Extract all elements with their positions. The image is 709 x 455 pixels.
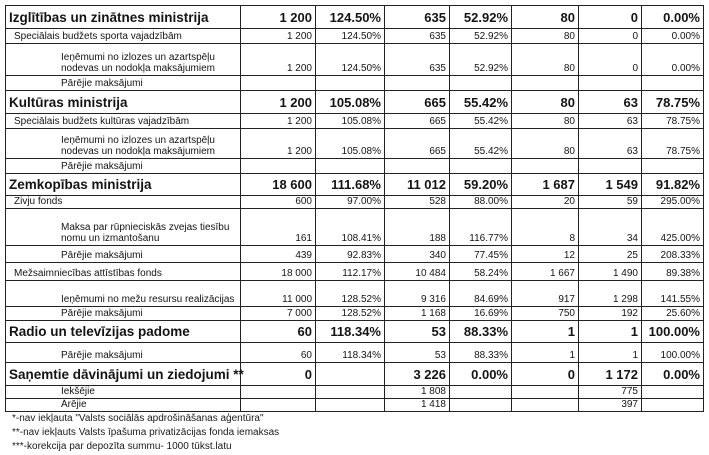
value-cell-3: 528 [385, 196, 450, 209]
value-cell-5: 80 [512, 114, 579, 129]
value-cell-6: 63 [579, 91, 642, 114]
value-cell-7: 78.75% [642, 129, 704, 159]
table-row [6, 29, 704, 44]
table-row [6, 321, 704, 343]
value-cell-1: 1 200 [241, 44, 316, 76]
value-cell-7: 141.55% [642, 281, 704, 307]
value-cell-6: 1 549 [579, 174, 642, 196]
value-cell-4: 88.00% [450, 196, 512, 209]
value-cell-4 [450, 159, 512, 174]
row-label: Ieņēmumi no izlozes un azartspēļu nodevas un nodokļa maksājumiem [6, 44, 241, 76]
value-cell-2: 124.50% [316, 29, 385, 44]
value-cell-4 [450, 76, 512, 91]
value-cell-1: 600 [241, 196, 316, 209]
value-cell-1: 1 200 [241, 29, 316, 44]
table-row [6, 129, 704, 159]
value-cell-4: 52.92% [450, 6, 512, 29]
footnote: *-nav iekļauta "Valsts sociālās apdrošināšanas aģentūra" [12, 413, 264, 424]
value-cell-2: 92.83% [316, 246, 385, 263]
table-row [6, 343, 704, 363]
value-cell-3: 665 [385, 91, 450, 114]
value-cell-1: 18 600 [241, 174, 316, 196]
table-row [6, 114, 704, 129]
value-cell-4: 116.77% [450, 209, 512, 246]
value-cell-1 [241, 159, 316, 174]
value-cell-3: 665 [385, 129, 450, 159]
value-cell-4: 55.42% [450, 129, 512, 159]
value-cell-2: 124.50% [316, 44, 385, 76]
value-cell-2: 128.52% [316, 281, 385, 307]
value-cell-7: 100.00% [642, 321, 704, 343]
value-cell-5: 12 [512, 246, 579, 263]
row-label: Ieņēmumi no izlozes un azartspēļu nodevas un nodokļa maksājumiem [6, 129, 241, 159]
value-cell-3: 3 226 [385, 363, 450, 386]
table-row [6, 399, 704, 412]
value-cell-7: 100.00% [642, 343, 704, 363]
value-cell-7 [642, 399, 704, 412]
value-cell-3 [385, 76, 450, 91]
value-cell-1: 0 [241, 363, 316, 386]
value-cell-6: 1 [579, 321, 642, 343]
row-label: Radio un televīzijas padome [6, 321, 241, 343]
value-cell-5 [512, 76, 579, 91]
budget-table [5, 5, 704, 412]
value-cell-1: 161 [241, 209, 316, 246]
value-cell-7: 0.00% [642, 29, 704, 44]
value-cell-6: 0 [579, 6, 642, 29]
row-label: Pārējie maksājumi [6, 76, 241, 91]
value-cell-5 [512, 159, 579, 174]
row-label: Pārējie maksājumi [6, 246, 241, 263]
value-cell-1 [241, 386, 316, 399]
table-row [6, 209, 704, 246]
value-cell-2: 118.34% [316, 343, 385, 363]
value-cell-3: 1 808 [385, 386, 450, 399]
value-cell-5 [512, 399, 579, 412]
row-label: Mežsaimniecības attīstības fonds [6, 263, 241, 281]
value-cell-3: 665 [385, 114, 450, 129]
footnote: ***-korekcija par depozīta summu- 1000 tūkst.latu [12, 441, 232, 452]
value-cell-7: 91.82% [642, 174, 704, 196]
value-cell-4: 59.20% [450, 174, 512, 196]
value-cell-7 [642, 76, 704, 91]
value-cell-4: 84.69% [450, 281, 512, 307]
value-cell-6: 192 [579, 307, 642, 321]
table-row [6, 76, 704, 91]
row-label: Pārējie maksājumi [6, 159, 241, 174]
value-cell-2: 105.08% [316, 114, 385, 129]
value-cell-3: 53 [385, 343, 450, 363]
value-cell-7: 89.38% [642, 263, 704, 281]
value-cell-6: 1 490 [579, 263, 642, 281]
value-cell-5: 80 [512, 6, 579, 29]
row-label: Kultūras ministrija [6, 91, 241, 114]
value-cell-6: 1 [579, 343, 642, 363]
value-cell-7: 0.00% [642, 6, 704, 29]
value-cell-2: 111.68% [316, 174, 385, 196]
value-cell-4: 58.24% [450, 263, 512, 281]
value-cell-7: 25.60% [642, 307, 704, 321]
value-cell-7: 0.00% [642, 363, 704, 386]
row-label: Ieņēmumi no mežu resursu realizācijas [6, 281, 241, 307]
value-cell-2: 105.08% [316, 91, 385, 114]
value-cell-7: 0.00% [642, 44, 704, 76]
row-label: Pārējie maksājumi [6, 307, 241, 321]
value-cell-5: 1 667 [512, 263, 579, 281]
row-label: Iekšējie [6, 386, 241, 399]
table-row [6, 386, 704, 399]
value-cell-1: 1 200 [241, 6, 316, 29]
value-cell-1: 18 000 [241, 263, 316, 281]
value-cell-7: 295.00% [642, 196, 704, 209]
table-row [6, 91, 704, 114]
value-cell-2 [316, 399, 385, 412]
value-cell-3: 635 [385, 44, 450, 76]
value-cell-5: 80 [512, 91, 579, 114]
value-cell-2: 97.00% [316, 196, 385, 209]
value-cell-2: 105.08% [316, 129, 385, 159]
value-cell-3: 340 [385, 246, 450, 263]
value-cell-4 [450, 386, 512, 399]
value-cell-2: 118.34% [316, 321, 385, 343]
value-cell-3: 9 316 [385, 281, 450, 307]
value-cell-1 [241, 76, 316, 91]
value-cell-3: 1 168 [385, 307, 450, 321]
value-cell-2: 112.17% [316, 263, 385, 281]
value-cell-6: 63 [579, 114, 642, 129]
footnote: **-nav iekļauts Valsts īpašuma privatizācijas fonda iemaksas [12, 427, 280, 438]
value-cell-5: 80 [512, 44, 579, 76]
table-row [6, 307, 704, 321]
value-cell-5: 1 [512, 343, 579, 363]
value-cell-4: 52.92% [450, 44, 512, 76]
value-cell-2: 128.52% [316, 307, 385, 321]
value-cell-3: 635 [385, 29, 450, 44]
table-row [6, 174, 704, 196]
value-cell-5 [512, 386, 579, 399]
value-cell-2 [316, 76, 385, 91]
value-cell-5: 1 687 [512, 174, 579, 196]
value-cell-1 [241, 399, 316, 412]
value-cell-5: 80 [512, 129, 579, 159]
row-label: Zemkopības ministrija [6, 174, 241, 196]
value-cell-3: 53 [385, 321, 450, 343]
value-cell-1: 1 200 [241, 91, 316, 114]
value-cell-6: 63 [579, 129, 642, 159]
table-row [6, 44, 704, 76]
value-cell-3: 188 [385, 209, 450, 246]
value-cell-3: 635 [385, 6, 450, 29]
row-label: Speciālais budžets kultūras vajadzībām [6, 114, 241, 129]
value-cell-5: 917 [512, 281, 579, 307]
value-cell-5: 8 [512, 209, 579, 246]
table-row [6, 6, 704, 29]
row-label: Pārējie maksājumi [6, 343, 241, 363]
value-cell-2 [316, 386, 385, 399]
row-label: Saņemtie dāvinājumi un ziedojumi ** [6, 363, 241, 386]
table-row [6, 246, 704, 263]
value-cell-6: 25 [579, 246, 642, 263]
table-row [6, 363, 704, 386]
value-cell-1: 60 [241, 321, 316, 343]
value-cell-7 [642, 159, 704, 174]
value-cell-6: 59 [579, 196, 642, 209]
value-cell-4: 16.69% [450, 307, 512, 321]
value-cell-6: 397 [579, 399, 642, 412]
value-cell-5: 20 [512, 196, 579, 209]
value-cell-6: 1 298 [579, 281, 642, 307]
value-cell-3: 11 012 [385, 174, 450, 196]
row-label: Speciālais budžets sporta vajadzībām [6, 29, 241, 44]
value-cell-3: 1 418 [385, 399, 450, 412]
table-row [6, 196, 704, 209]
value-cell-6: 0 [579, 29, 642, 44]
row-label: Maksa par rūpnieciskās zvejas tiesību nomu un izmantošanu [6, 209, 241, 246]
value-cell-5: 1 [512, 321, 579, 343]
value-cell-7 [642, 386, 704, 399]
value-cell-1: 439 [241, 246, 316, 263]
value-cell-4: 55.42% [450, 91, 512, 114]
value-cell-6 [579, 159, 642, 174]
value-cell-6: 1 172 [579, 363, 642, 386]
value-cell-7: 78.75% [642, 114, 704, 129]
value-cell-2 [316, 159, 385, 174]
value-cell-1: 7 000 [241, 307, 316, 321]
row-label: Ārējie [6, 399, 241, 412]
value-cell-7: 208.33% [642, 246, 704, 263]
value-cell-5: 0 [512, 363, 579, 386]
value-cell-3 [385, 159, 450, 174]
value-cell-5: 750 [512, 307, 579, 321]
value-cell-2: 108.41% [316, 209, 385, 246]
row-label: Izglītības un zinātnes ministrija [6, 6, 241, 29]
value-cell-6: 34 [579, 209, 642, 246]
value-cell-4: 0.00% [450, 363, 512, 386]
value-cell-7: 425.00% [642, 209, 704, 246]
value-cell-1: 60 [241, 343, 316, 363]
value-cell-3: 10 484 [385, 263, 450, 281]
value-cell-4: 88.33% [450, 321, 512, 343]
value-cell-4: 77.45% [450, 246, 512, 263]
value-cell-1: 1 200 [241, 129, 316, 159]
value-cell-1: 11 000 [241, 281, 316, 307]
table-row [6, 263, 704, 281]
value-cell-4: 88.33% [450, 343, 512, 363]
value-cell-6: 775 [579, 386, 642, 399]
value-cell-6 [579, 76, 642, 91]
value-cell-5: 80 [512, 29, 579, 44]
value-cell-4 [450, 399, 512, 412]
value-cell-2 [316, 363, 385, 386]
value-cell-2: 124.50% [316, 6, 385, 29]
value-cell-4: 55.42% [450, 114, 512, 129]
footnotes [12, 412, 279, 454]
value-cell-4: 52.92% [450, 29, 512, 44]
table-row [6, 159, 704, 174]
value-cell-6: 0 [579, 44, 642, 76]
value-cell-7: 78.75% [642, 91, 704, 114]
row-label: Zivju fonds [6, 196, 241, 209]
table-row [6, 281, 704, 307]
value-cell-1: 1 200 [241, 114, 316, 129]
